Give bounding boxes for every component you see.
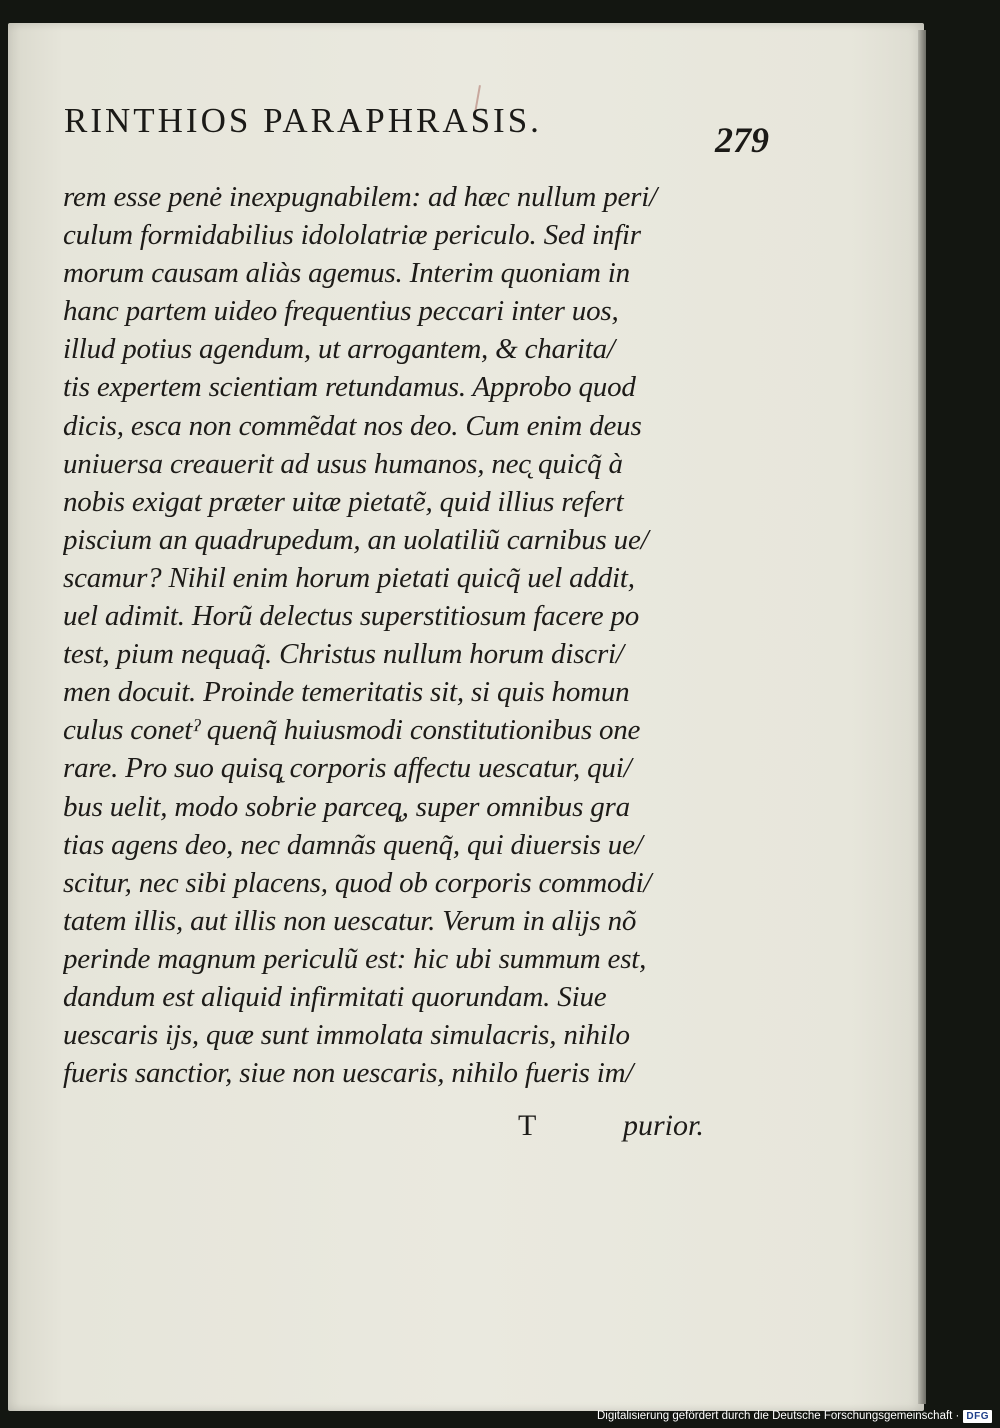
text-line: scitur, nec sibi placens, quod ob corporis commodi/: [63, 866, 652, 899]
book-page: [8, 23, 924, 1411]
page-edge: [918, 30, 926, 1404]
text-line: rem esse penė inexpugnabilem: ad hæc nullum peri/: [63, 181, 657, 213]
text-line: uniuersa creauerit ad usus humanos, nec̨ quicq̃ à: [63, 447, 623, 480]
text-line: perinde magnum periculũ est: hic ubi summum est,: [63, 942, 647, 975]
text-line: culum formidabilius idololatriæ periculo. Sed infir: [63, 219, 641, 252]
text-line: hanc partem uideo frequentius peccari inter uos,: [63, 295, 619, 328]
text-line: piscium an quadrupedum, an uolatiliũ carnibus ue/: [63, 523, 649, 556]
text-line: fueris sanctior, siue non uescaris, nihilo fueris im/: [63, 1057, 634, 1090]
text-line: dicis, esca non commẽdat nos deo. Cum enim deus: [63, 409, 642, 442]
text-line: morum causam aliàs agemus. Interim quoniam in: [63, 257, 630, 290]
text-line: scamur? Nihil enim horum pietati quicq̃ uel addit,: [63, 561, 635, 594]
text-line: uescaris ijs, quæ sunt immolata simulacris, nihilo: [63, 1019, 630, 1052]
running-head: RINTHIOS PARAPHRASIS.: [64, 101, 542, 140]
text-line: nobis exigat præter uitæ pietatẽ, quid illius refert: [63, 485, 624, 518]
dfg-logo: DFG: [963, 1410, 992, 1423]
body-text: [63, 178, 708, 1092]
text-line: dandum est aliquid infirmitati quorundam. Siue: [63, 980, 607, 1013]
signature-mark: T: [518, 1109, 537, 1142]
text-line: test, pium nequaq̃. Christus nullum horum discri/: [63, 638, 624, 671]
credit-text: Digitalisierung gefördert durch die Deutsche Forschungsgemeinschaft ·: [596, 1410, 960, 1422]
text-line: men docuit. Proinde temeritatis sit, si quis homun: [63, 676, 630, 709]
catchword-line: [63, 1109, 703, 1149]
text-line: culus conetˀ quenq̃ huiusmodi constitutionibus one: [63, 714, 641, 747]
text-line: tatem illis, aut illis non uescatur. Verum in alijs nõ: [63, 904, 637, 937]
text-line: tis expertem scientiam retundamus. Approbo quod: [63, 371, 636, 404]
text-line: uel adimit. Horũ delectus superstitiosum facere po: [63, 600, 640, 633]
text-line: tias agens deo, nec damnãs quenq̃, qui diuersis ue/: [63, 828, 643, 861]
text-line: bus uelit, modo sobrie parceq̨, super omnibus gra: [63, 790, 630, 823]
text-line: rare. Pro suo quisq̨ corporis affectu uescatur, qui/: [63, 752, 632, 785]
text-line: illud potius agendum, ut arrogantem, & charita/: [63, 333, 615, 366]
catchword: purior.: [623, 1109, 704, 1142]
page-number: 279: [715, 120, 769, 160]
funding-credit: [597, 1407, 992, 1425]
